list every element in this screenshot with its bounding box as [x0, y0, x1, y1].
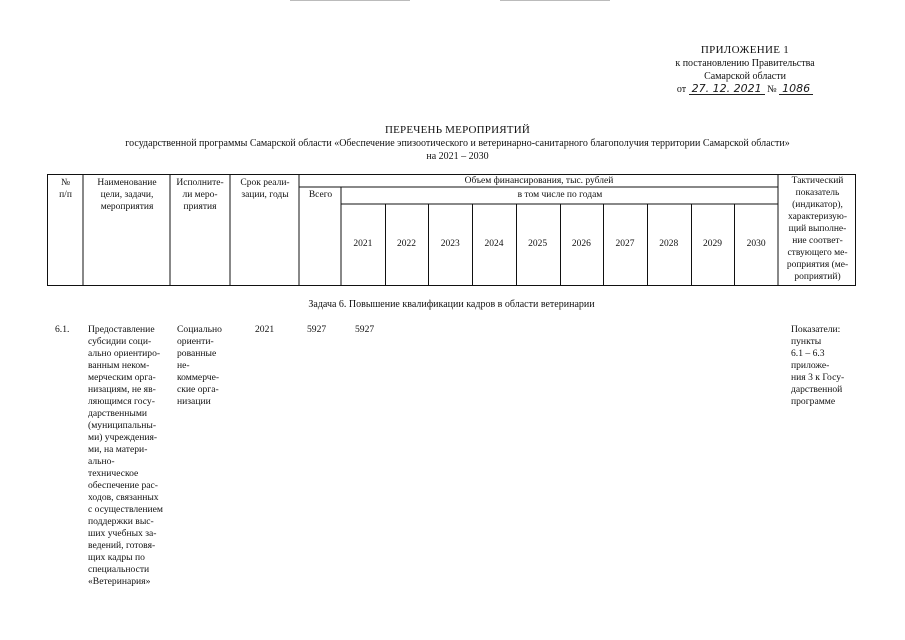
appendix-date-line — [640, 83, 850, 96]
header-year-2022: 2022 — [397, 239, 417, 249]
header-year-2028: 2028 — [659, 239, 679, 249]
number-prefix: № — [767, 84, 777, 95]
row-indicator: Показатели: пункты 6.1 – 6.3 приложе- ния 3 к Госу- дарственной программе — [791, 324, 845, 407]
appendix-block — [640, 44, 850, 96]
appendix-title: ПРИЛОЖЕНИЕ 1 — [700, 44, 790, 56]
header-num: № п/п — [59, 178, 72, 200]
row-total: 5927 — [307, 324, 327, 335]
header-total: Всего — [308, 190, 333, 200]
handwritten-number: 1086 — [779, 83, 813, 95]
row-term: 2021 — [255, 324, 275, 335]
header-year-2021: 2021 — [353, 239, 373, 249]
header-year-2023: 2023 — [440, 239, 460, 249]
document-period: на 2021 – 2030 — [426, 151, 489, 162]
date-prefix: от — [676, 84, 687, 95]
header-year-2026: 2026 — [571, 239, 591, 249]
task-title: Задача 6. Повышение квалификации кадров в области ветеринарии — [308, 299, 595, 310]
header-term: Срок реали- зации, годы — [240, 178, 290, 200]
table-header — [47, 174, 856, 286]
header-by-years: в том числе по годам — [517, 190, 603, 200]
header-year-2024: 2024 — [484, 239, 504, 249]
document-subtitle: государственной программы Самарской области «Обеспечение эпизоотического и ветеринарно-санитарного благополучия территории Самарской области» — [125, 138, 790, 149]
row-name: Предоставление субсидии соци- ально ориентиро- ванным неком- мерческим орга- низациям, не яв- ляющимся госу- дарственными (муниципальны- ми) учреждения- ми, на матери- ально- техническое обеспечение рас- ходов, связанных с осуществлением поддержки выс- ших учебных за- ведений, готовя- щих кадры по специальности «Ветеринария» — [88, 324, 164, 587]
header-indicator: Тактический показатель (индикатор), характеризую- щий выполне- ние соответ- ствующего ме- роприятия (ме- роприятий) — [786, 176, 849, 282]
header-year-2029: 2029 — [702, 239, 722, 249]
header-year-2025: 2025 — [528, 239, 548, 249]
appendix-line-1: к постановлению Правительства — [675, 58, 815, 69]
scan-mark-top-right — [500, 0, 610, 1]
appendix-line-2: Самарской области — [704, 71, 786, 82]
scan-mark-top — [290, 0, 410, 1]
document-heading — [60, 124, 855, 163]
handwritten-date: 27. 12. 2021 — [689, 83, 765, 95]
document-title: ПЕРЕЧЕНЬ МЕРОПРИЯТИЙ — [384, 124, 531, 136]
header-funding: Объем финансирования, тыс. рублей — [464, 176, 614, 186]
row-number: 6.1. — [55, 324, 70, 335]
header-year-2030: 2030 — [746, 239, 766, 249]
header-name: Наименование цели, задачи, мероприятия — [97, 178, 157, 212]
row-executor: Социально ориенти- рованные не- коммерче- ские орга- низации — [177, 324, 222, 407]
header-executor: Исполните- ли меро- приятия — [176, 178, 224, 212]
header-year-2027: 2027 — [615, 239, 635, 249]
row-year-2021: 5927 — [355, 324, 375, 335]
